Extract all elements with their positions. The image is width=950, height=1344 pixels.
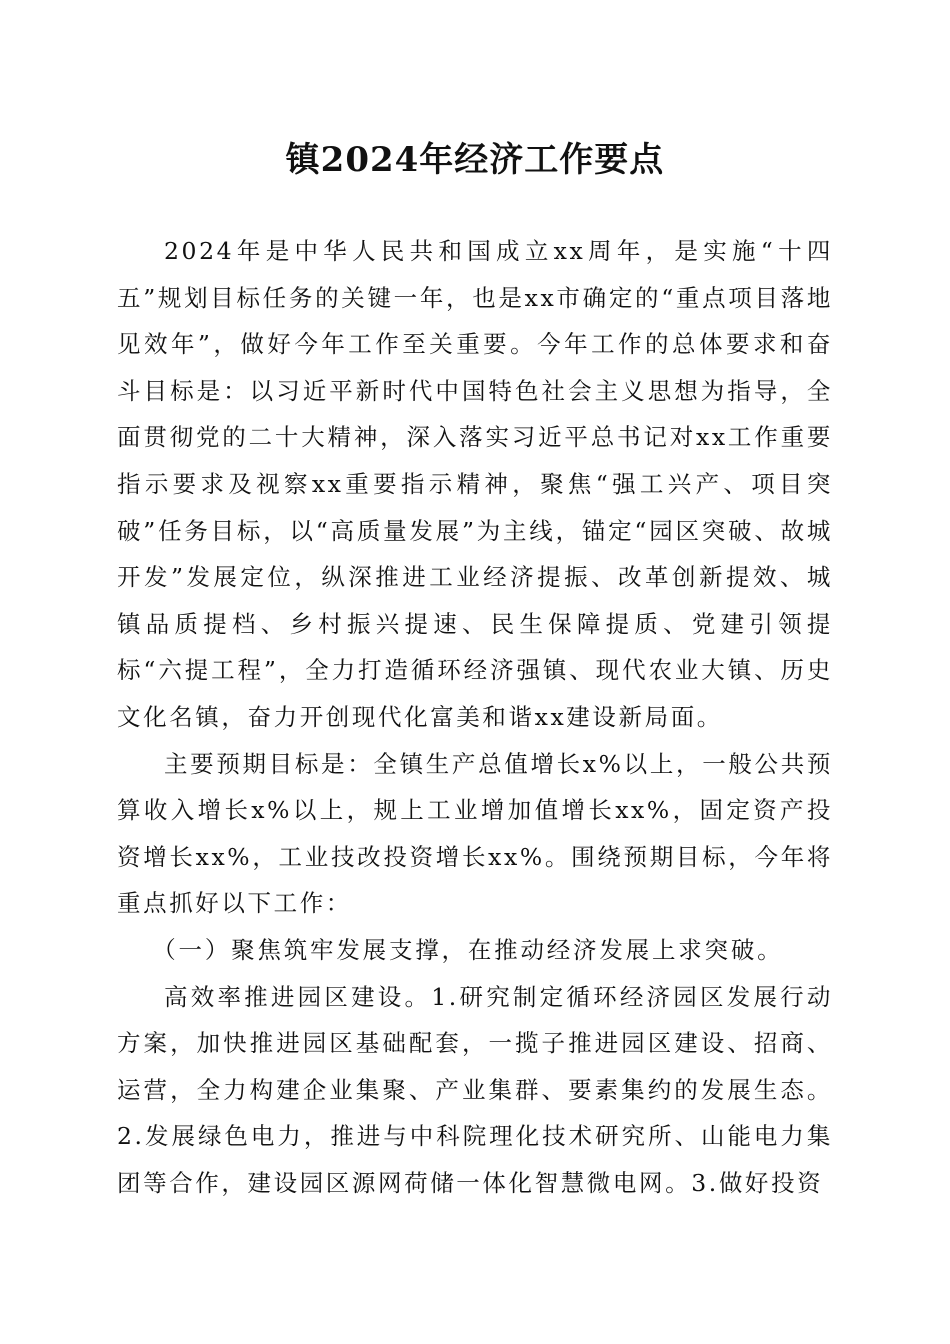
section-heading: （一）聚焦筑牢发展支撑，在推动经济发展上求突破。	[152, 935, 784, 964]
paragraph-intro: 2024年是中华人民共和国成立xx周年，是实施“十四五”规划目标任务的关键一年，也是xx市确定的“重点项目落地见效年”，做好今年工作至关重要。今年工作的总体要求和奋斗目标是：以习近平新时代中国特色社会主义思想为指导，全面贯彻党的二十大精神，深入落实习近平总书记对xx工作重要指示要求及视察xx重要指示精神，聚焦“强工兴产、项目突破”任务目标，以“高质量发展”为主线，锚定“园区突破、故城开发”发展定位，纵深推进工业经济提振、改革创新提效、城镇品质提档、乡村振兴提速、民生保障提质、党建引领提标“六提工程”，全力打造循环经济强镇、现代农业大镇、历史文化名镇，奋力开创现代化富美和谐xx建设新局面。	[117, 237, 833, 731]
document-body	[117, 228, 833, 1206]
paragraph-park-construction: 高效率推进园区建设。1.研究制定循环经济园区发展行动方案，加快推进园区基础配套，一揽子推进园区建设、招商、运营，全力构建企业集聚、产业集群、要素集约的发展生态。2.发展绿色电力，推进与中科院理化技术研究所、山能电力集团等合作，建设园区源网荷储一体化智慧微电网。3.做好投资	[117, 982, 833, 1197]
paragraph-targets: 主要预期目标是：全镇生产总值增长x%以上，一般公共预算收入增长x%以上，规上工业增加值增长xx%，固定资产投资增长xx%，工业技改投资增长xx%。围绕预期目标，今年将重点抓好以下工作：	[117, 749, 833, 918]
document-title: 镇2024年经济工作要点	[285, 140, 665, 180]
